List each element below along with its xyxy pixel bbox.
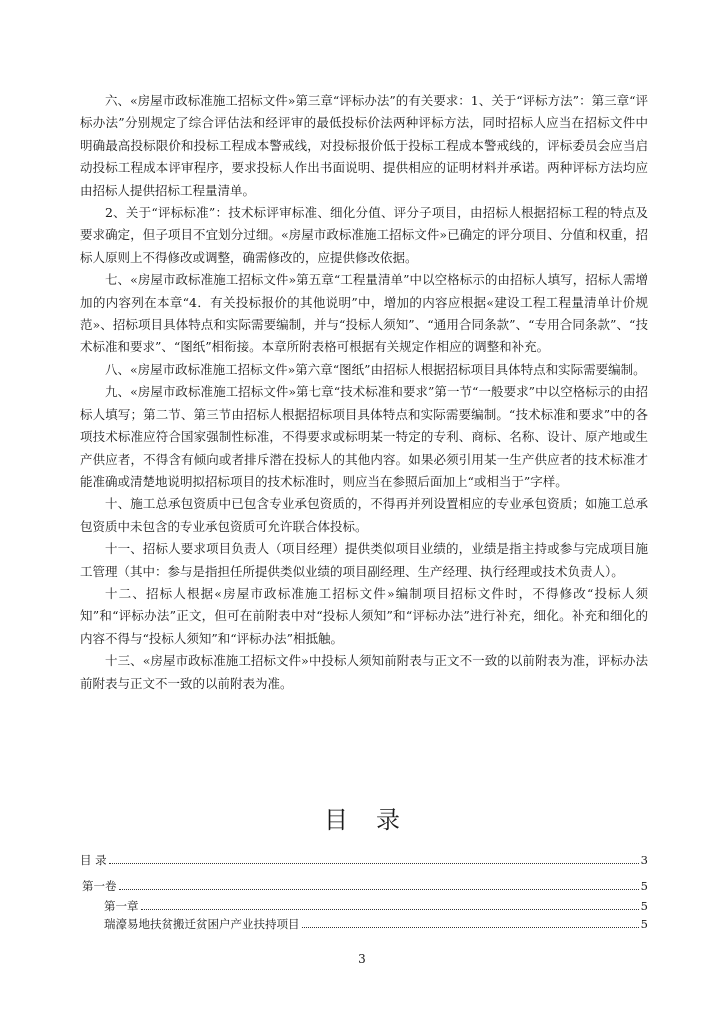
toc-leader-dots <box>119 880 639 890</box>
toc-leader-dots <box>141 900 639 910</box>
paragraph-12: 十二、招标人根据«房屋市政标准施工招标文件»编制项目招标文件时，不得修改“投标人须知”和“评标办法”正文，但可在前附表中对“投标人须知”和“评标办法”进行补充，细化。补充和细化的内容不得与“投标人须知”和“评标办法”相抵触。 <box>80 585 648 646</box>
toc-entry-page: 5 <box>640 899 648 913</box>
toc-entry-label: 瑞濠易地扶贫搬迁贫困户产业扶持项目 <box>104 917 300 931</box>
toc-entry-page: 3 <box>640 853 648 867</box>
paragraph-8: 八、«房屋市政标准施工招标文件»第六章“图纸”由招标人根据招标项目具体特点和实际需要编制。 <box>105 361 646 377</box>
paragraph-9: 九、«房屋市政标准施工招标文件»第七章“技术标准和要求”第一节“一般要求”中以空格标示的由招标人填写；第二节、第三节由招标人根据招标项目具体特点和实际需要编制。“技术标准和要求”中的各项技术标准应符合国家强制性标准，不得要求或标明某一特定的专利、商标、名称、设计、原产地或生产供应者，不得含有倾向或者排斥潜在投标人的其他内容。如果必须引用某一生产供应者的技术标准才能准确或清楚地说明拟招标项目的技术标准时，则应当在参照后面加上“或相当于”字样。 <box>80 384 648 489</box>
toc-entry[interactable] <box>80 852 648 868</box>
toc-entry[interactable] <box>104 898 648 914</box>
toc-leader-dots <box>302 918 639 928</box>
toc-entry[interactable] <box>104 916 648 932</box>
paragraph-6: 六、«房屋市政标准施工招标文件»第三章“评标办法”的有关要求：1、关于“评标方法”：第三章“评标办法”分别规定了综合评估法和经评审的最低投标价法两种评标方法，同时招标人应当在招标文件中明确最高投标限价和投标工程成本警戒线，对投标报价低于投标工程成本警戒线的，评标委员会应当启动投标工程成本评审程序，要求投标人作出书面说明、提供相应的证明材料并承诺。两种评标方法均应由招标人提供招标工程量清单。 <box>80 93 648 198</box>
page-number: 3 <box>358 952 366 966</box>
toc-heading: 目录 <box>324 806 428 834</box>
toc-entry-label: 第一章 <box>104 899 139 913</box>
toc-entry-page: 5 <box>640 917 648 931</box>
paragraph-10: 十、施工总承包资质中已包含专业承包资质的，不得再并列设置相应的专业承包资质；如施工总承包资质中未包含的专业承包资质可允许联合体投标。 <box>80 496 648 534</box>
paragraph-13: 十三、«房屋市政标准施工招标文件»中投标人须知前附表与正文不一致的以前附表为准，评标办法前附表与正文不一致的以前附表为准。 <box>80 653 648 691</box>
paragraph-11: 十一、招标人要求项目负责人（项目经理）提供类似项目业绩的，业绩是指主持或参与完成项目施工管理（其中：参与是指担任所提供类似业绩的项目副经理、生产经理、执行经理或技术负责人）。 <box>80 541 648 579</box>
toc-entry[interactable] <box>82 878 648 894</box>
paragraph-7: 七、«房屋市政标准施工招标文件»第五章“工程量清单”中以空格标示的由招标人填写，招标人需增加的内容列在本章“4．有关投标报价的其他说明”中，增加的内容应根据«建设工程工程量清单计价规范»、招标项目具体特点和实际需要编制，并与“投标人须知”、“通用合同条款”、“专用合同条款”、“技术标准和要求”、“图纸”相衔接。本章所附表格可根据有关规定作相应的调整和补充。 <box>80 272 648 355</box>
toc-leader-dots <box>109 854 639 864</box>
toc-entry-label: 第一卷 <box>82 879 117 893</box>
toc-entry-page: 5 <box>640 879 648 893</box>
body-text <box>80 90 648 695</box>
paragraph-6-2: 2、关于“评标标准”：技术标评审标准、细化分值、评分子项目，由招标人根据招标工程的特点及要求确定，但子项目不宜划分过细。«房屋市政标准施工招标文件»已确定的评分项目、分值和权重，招标人原则上不得修改或调整，确需修改的，应提供修改依据。 <box>80 205 648 265</box>
toc-entry-label: 目 录 <box>80 853 107 867</box>
